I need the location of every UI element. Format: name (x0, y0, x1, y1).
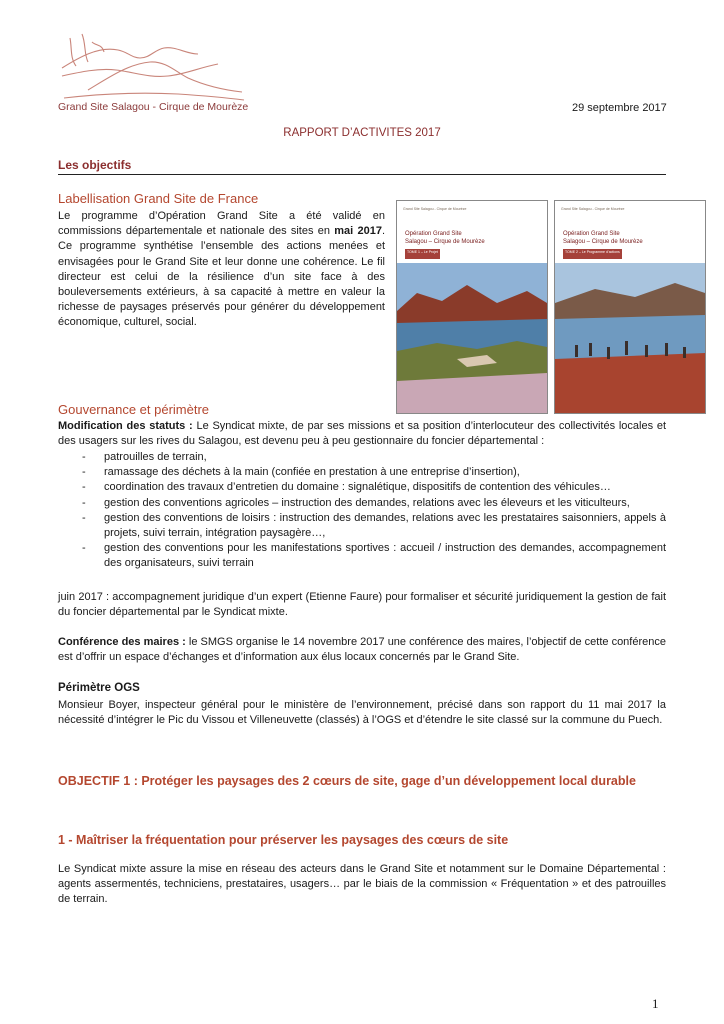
perimetre-paragraph: Monsieur Boyer, inspecteur général pour le ministère de l’environnement, précisé dans son rapport du 11 mai 2017 la nécessité d’intégrer le Pic du Vissou et Villeneuvette (classés) à l’OGS et d’étendre le site classé sur la commune du Puech. (58, 699, 666, 727)
list-item: - ramassage des déchets à la main (confiée en prestation à une entreprise d’insertion), (82, 466, 520, 479)
page-number: 1 (652, 996, 659, 1011)
cover-2-subtitle: Salagou – Cirque de Mourèze (563, 239, 643, 245)
cover-2-band: TOME 2 – Le Programme d’actions (563, 249, 622, 259)
cover-1-title: Opération Grand Site (405, 231, 462, 237)
statuts-label: Modification des statuts : (58, 420, 193, 432)
juin-paragraph: juin 2017 : accompagnement juridique d’un expert (Etienne Faure) pour formaliser et sécurité juridiquement la gestion de fait du foncier départemental par le Syndicat mixte. (58, 591, 666, 619)
section-1-heading: 1 - Maîtriser la fréquentation pour préserver les paysages des cœurs de site (58, 833, 509, 847)
labellisation-text-1: Le programme d’Opération Grand Site a été validé en commissions départementale et nationale des sites en (58, 210, 385, 238)
bullet-text: gestion des conventions pour les manifestations sportives : accueil / instruction des demandes, accompagnement des organisateurs, suivi terrain (104, 542, 666, 570)
list-item: - coordination des travaux d’entretien du domaine : signalétique, dispositifs de contention des véhicules… (82, 481, 611, 494)
gestion-bullet-list (58, 450, 666, 572)
report-title: RAPPORT D’ACTIVITES 2017 (283, 127, 441, 139)
cover-1-small: Grand Site Salagou - Cirque de Mourèze (403, 207, 467, 211)
list-item: - gestion des conventions de loisirs : instruction des demandes, relations avec les prestataires saisonniers, appels à projets, suivi terrain, intégration paysagère…, (82, 511, 666, 540)
labellisation-date: mai 2017 (334, 225, 382, 238)
cover-1-photo (397, 263, 547, 413)
report-date: 29 septembre 2017 (572, 102, 667, 114)
cover-2-small: Grand Site Salagou - Cirque de Mourèze (561, 207, 625, 211)
cover-2-photo (555, 263, 705, 413)
objectifs-heading: Les objectifs (58, 158, 132, 172)
labellisation-heading: Labellisation Grand Site de France (58, 191, 259, 206)
bullet-text: coordination des travaux d’entretien du domaine : signalétique, dispositifs de contention des véhicules… (104, 481, 611, 494)
statuts-paragraph (58, 419, 666, 449)
perimetre-heading: Périmètre OGS (58, 682, 140, 694)
labellisation-paragraph (58, 209, 385, 331)
list-item: - gestion des conventions pour les manifestations sportives : accueil / instruction des demandes, accompagnement des organisateurs, suivi terrain (82, 542, 666, 570)
list-item: - gestion des conventions agricoles – instruction des demandes, relations avec les éleveurs et les viticulteurs, (82, 496, 630, 509)
conference-paragraph (58, 635, 666, 665)
statuts-text: Le Syndicat mixte, de par ses missions et sa position d’interlocuteur des collectivités locales et des usagers sur les rives du Salagou, est devenu peu à peu gestionnaire du foncier départemental : (58, 420, 666, 448)
cover-1-band: TOME 1 – Le Projet (405, 249, 440, 259)
gouvernance-heading: Gouvernance et périmètre (58, 402, 210, 417)
labellisation-text-2: . Ce programme synthétise l’ensemble des actions menées et envisagées pour le Grand Site et leur donne une cohérence. Le fil directeur est celui de la résilience d’un site face à des bouleversements extérieurs, à sa capacité à mettre en valeur la richesse de paysages préservés pour générer du développement économique, culturel, social. (58, 225, 385, 329)
cover-tome-2 (554, 200, 706, 414)
cover-2-title: Opération Grand Site (563, 231, 620, 237)
logo-caption: Grand Site Salagou - Cirque de Mourèze (58, 101, 249, 113)
section-1-paragraph: Le Syndicat mixte assure la mise en réseau des acteurs dans le Grand Site et notamment sur le Domaine Départemental : agents assermentés, techniciens, prestataires, usagers… par le biais de la commission « Fréquentation » et des patrouilles de terrain. (58, 863, 666, 906)
cover-1-subtitle: Salagou – Cirque de Mourèze (405, 239, 485, 245)
conference-label: Conférence des maires : (58, 636, 186, 648)
heading-rule (58, 174, 666, 175)
bullet-text: gestion des conventions agricoles – instruction des demandes, relations avec les éleveurs et les viticulteurs, (104, 496, 630, 509)
list-item: - patrouilles de terrain, (82, 451, 207, 463)
bullet-text: patrouilles de terrain, (104, 451, 207, 463)
conference-text: le SMGS organise le 14 novembre 2017 une conférence des maires, l’objectif de cette conférence est d’offrir un espace d’échanges et d’information aux élus locaux concernés par le Grand Site. (58, 636, 666, 664)
objectif-1-heading: OBJECTIF 1 : Protéger les paysages des 2 cœurs de site, gage d’un développement local durable (58, 774, 636, 788)
bullet-text: gestion des conventions de loisirs : instruction des demandes, relations avec les prestataires saisonniers, appels à projets, suivi terrain, intégration paysagère…, (104, 511, 666, 540)
bullet-text: ramassage des déchets à la main (confiée en prestation à une entreprise d’insertion), (104, 466, 520, 479)
cover-tome-1 (396, 200, 548, 414)
